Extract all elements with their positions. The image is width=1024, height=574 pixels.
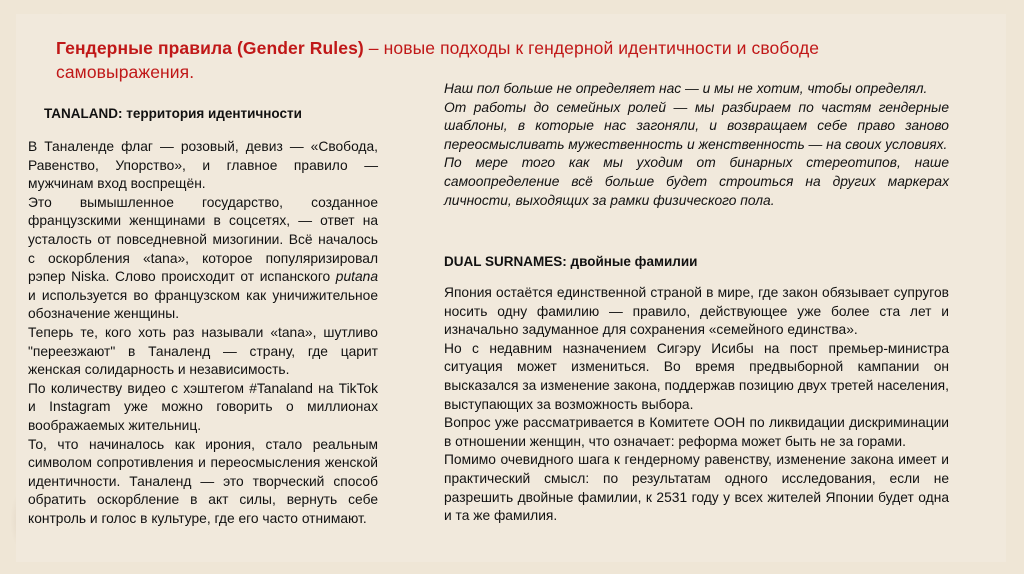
italic-word: putana: [335, 269, 378, 285]
tanaland-paragraph: Теперь те, кого хоть раз называли «tana», шутливо "переезжают" в Таналенд — страну, где царит женская солидарность и независимость.: [28, 324, 378, 378]
text-run: Это вымышленное государство, созданное французскими женщинами в соцсетях, — ответ на усталость от повседневной мизогинии. Всё началось с оскорбления «tana», которое популяризировал рэпер Niska. Слово происходит от испанского: [28, 194, 378, 285]
surnames-paragraph: Но с недавним назначением Сигэру Исибы на пост премьер-министра ситуация может измениться. Во время предвыборной кампании он высказался за изменение закона, поддержав позицию двух третей населения, выступающих за возможность выбора.: [444, 340, 949, 412]
text-run: и используется во французском как уничижительное обозначение женщины.: [28, 287, 378, 322]
manifesto-paragraph: От работы до семейных ролей — мы разбираем по частям гендерные шаблоны, в которые нас загоняли, и возвращаем себе право заново переосмысливать мужественность и женственность — на своих условиях.: [444, 99, 949, 152]
manifesto-paragraph: Наш пол больше не определяет нас — и мы не хотим, чтобы определял.: [444, 81, 928, 96]
title-rest: – новые подходы к гендерной идентичности и свободе самовыражения.: [56, 38, 820, 82]
surnames-paragraph: Помимо очевидного шага к гендерному равенству, изменение закона имеет и практический смысл: по результатам одного исследования, если не разрешить двойные фамилии, к 2531 году у всех жителей Японии будет одна и та же фамилия.: [444, 452, 949, 524]
dual-surnames-text: [444, 284, 949, 526]
tanaland-paragraph: [28, 194, 378, 324]
tanaland-paragraph: В Таналенде флаг — розовый, девиз — «Свобода, Равенство, Упорство», и главное правило — мужчинам вход воспрещён.: [28, 139, 378, 192]
surnames-paragraph: Япония остаётся единственной страной в мире, где закон обязывает супругов носить одну фамилию — правило, действующее уже более ста лет и изначально задуманное для сохранения «семейного единства».: [444, 285, 949, 338]
tanaland-text: [28, 138, 378, 528]
dual-surnames-heading: DUAL SURNAMES: двойные фамилии: [444, 254, 698, 269]
tanaland-paragraph: По количеству видео с хэштегом #Tanaland на TikTok и Instagram уже можно говорить о миллионах воображаемых жительниц.: [28, 380, 378, 433]
manifesto-paragraph: По мере того как мы уходим от бинарных стереотипов, наше самоопределение всё больше будет строиться на других маркерах личности, выходящих за рамки физического пола.: [444, 155, 949, 208]
manifesto-text: [444, 80, 949, 210]
tanaland-paragraph: То, что начиналось как ирония, стало реальным символом сопротивления и переосмысления женской идентичности. Таналенд — это творческий способ обратить оскорбление в акт силы, вернуть себе контроль и голос в культуре, где его часто отнимают.: [28, 436, 378, 526]
tanaland-heading: TANALAND: территория идентичности: [44, 106, 302, 121]
surnames-paragraph: Вопрос уже рассматривается в Комитете ООН по ликвидации дискриминации в отношении женщин, что означает: реформа может быть не за горами.: [444, 415, 949, 449]
slide-title: [56, 36, 946, 84]
title-bold: Гендерные правила (Gender Rules): [56, 38, 364, 58]
